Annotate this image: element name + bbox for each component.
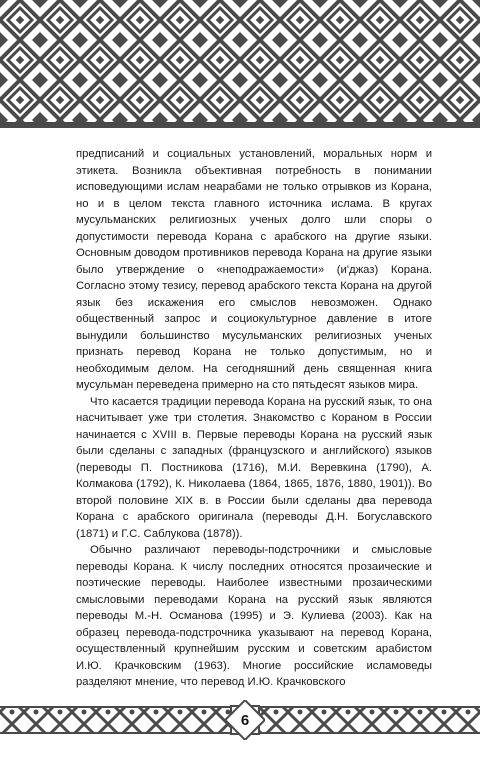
ornament-pattern-icon (0, 0, 480, 128)
paragraph: предписаний и социальных установлений, моральных норм и этикета. Возникла объективная потребность в понимании исповедующими ислам неарабами не только отрывков из Корана, но и в целом текста главного источника ислама. В кругах мусульманских религиозных ученых долго шли споры о допустимости перевода Корана с арабского на другие языки. Основным доводом противников перевода Корана на другие языки было утверждение о «неподражаемости» (и'джаз) Корана. Согласно этому тезису, перевод арабского текста Корана на другой язык без искажения его смыслов невозможен. Однако общественный запрос и социокультурное давление в итоге вынудили большинство мусульманских религиозных ученых признать перевод Корана не только допустимым, но и необходимым делом. На сегодняшний день священная книга мусульман переведена примерно на сто пятьдесят языков мира. (76, 148, 432, 391)
page-number-badge (225, 700, 265, 740)
page-number: 6 (240, 711, 250, 729)
paragraph: Обычно различают переводы-подстрочники и смысловые переводы Корана. К числу последних относятся прозаические и поэтические переводы. Наиболее известными прозаическими смысловыми переводами Корана на русский язык являются переводы М.-Н. Османова (1995) и Э. Кулиева (2003). Как на образец перевода-подстрочника указывают на перевод Корана, осуществленный крупнейшим русским и советским арабистом И.Ю. Крачковским (1963). Многие российские исламоведы разделяют мнение, что перевод И.Ю. Крачковского (76, 544, 432, 688)
body-text (76, 146, 432, 691)
header-ornament (0, 0, 480, 128)
paragraph: Что касается традиции перевода Корана на русский язык, то она насчитывает уже три столетия. Знакомство с Кораном в России начинается с XVIII в. Первые переводы Корана на русский язык были сделаны с западных (французского и английского) языков (переводы П. Постникова (1716), М.И. Веревкина (1790), А. Колмакова (1792), К. Николаева (1864, 1865, 1876, 1880, 1901)). Во второй половине XIX в. в России были сделаны два перевода Корана с арабского оригинала (переводы Д.Н. Богуславского (1871) и Г.С. Саблукова (1878)). (76, 395, 432, 540)
